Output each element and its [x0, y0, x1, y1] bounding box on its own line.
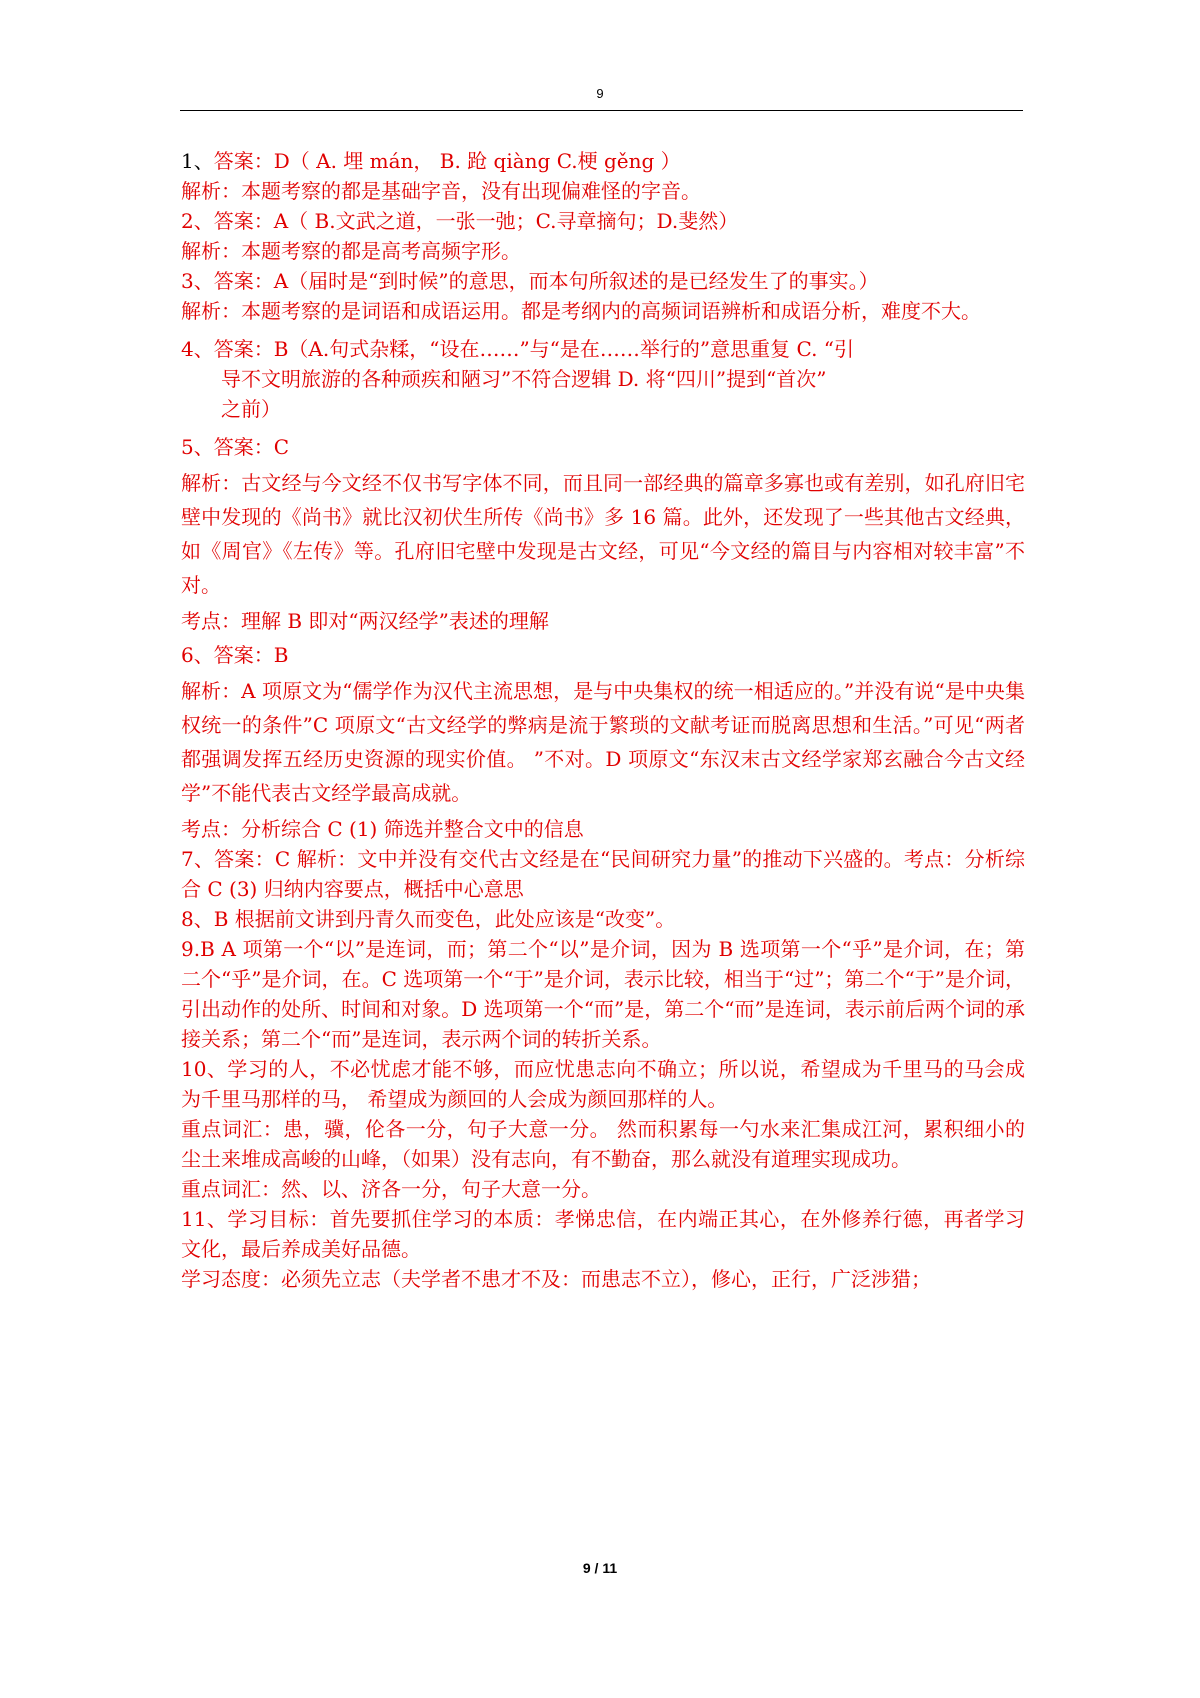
analysis-2: 解析：本题考察的都是高考高频字形。: [181, 239, 521, 263]
answer-1-text: 答案：D（ A. 埋 mán， B. 跄 qiàng C.梗 gěng ）: [213, 149, 681, 173]
answer-3: 3、答案：A（届时是“到时候”的意思，而本句所叙述的是已经发生了的事实。）: [181, 269, 879, 293]
answer-10: 10、学习的人，不必忧虑才能不够，而应忧患志向不确立；所以说，希望成为千里马的马会成为千里马那样的马， 希望成为颜回的人会成为颜回那样的人。: [181, 1057, 1025, 1111]
answer-4-line-1: 4、答案：B（A.句式杂糅，“设在……”与“是在……举行的”意思重复 C. “引: [181, 337, 855, 361]
answer-5: 5、答案：C: [181, 435, 290, 459]
answer-11-goal: 11、学习目标：首先要抓住学习的本质：孝悌忠信，在内端正其心，在外修养行德，再者学习文化，最后养成美好品德。: [181, 1207, 1025, 1261]
analysis-5: 解析：古文经与今文经不仅书写字体不同，而且同一部经典的篇章多寡也或有差别，如孔府旧宅壁中发现的《尚书》就比汉初伏生所传《尚书》多 16 篇。此外，还发现了一些其他古文经典，如《周官》《左传》等。孔府旧宅壁中发现是古文经，可见“今文经的篇目与内容相对较丰富”不对。: [181, 471, 1025, 597]
answer-4-line-3: 之前）: [221, 397, 281, 421]
analysis-1: 解析：本题考察的都是基础字音，没有出现偏难怪的字音。: [181, 179, 701, 203]
analysis-6: 解析：A 项原文为“儒学作为汉代主流思想，是与中央集权的统一相适应的。”并没有说“是中央集权统一的条件”C 项原文“古文经学的弊病是流于繁琐的文献考证而脱离思想和生活。”可见“两者都强调发挥五经历史资源的现实价值。 ”不对。D 项原文“东汉末古文经学家郑玄融合今古文经学”不能代表古文经学最高成就。: [181, 679, 1025, 805]
footer-page-label: 9 / 11: [582, 1560, 618, 1576]
analysis-3: 解析：本题考察的是词语和成语运用。都是考纲内的高频词语辨析和成语分析，难度不大。: [181, 299, 981, 323]
answer-4-line-2: 导不文明旅游的各种顽疾和陋习”不符合逻辑 D. 将“四川”提到“首次”: [221, 367, 827, 391]
answer-11-attitude: 学习态度：必须先立志（夫学者不患才不及：而患志不立），修心，正行，广泛涉猎；: [181, 1267, 931, 1291]
key-vocab-10a: 重点词汇：患，骥，伦各一分，句子大意一分。 然而积累每一勺水来汇集成江河，累积细小的尘土来堆成高峻的山峰，（如果）没有志向，有不勤奋，那么就没有道理实现成功。: [181, 1117, 1025, 1171]
answer-key-content: [181, 146, 1025, 1294]
answer-7: 7、答案：C 解析：文中并没有交代古文经是在“民间研究力量”的推动下兴盛的。考点：分析综合 C (3) 归纳内容要点，概括中心意思: [181, 847, 1025, 901]
key-point-5: 考点：理解 B 即对“两汉经学”表述的理解: [181, 609, 549, 633]
answer-6: 6、答案：B: [181, 643, 289, 667]
key-point-6: 考点：分析综合 C (1) 筛选并整合文中的信息: [181, 817, 584, 841]
header-page-number: 9: [596, 86, 604, 101]
answer-9: 9.B A 项第一个“以”是连词，而；第二个“以”是介词，因为 B 选项第一个“乎”是介词，在；第二个“乎”是介词，在。C 选项第一个“于”是介词，表示比较，相当于“过”；第二个“于”是介词，引出动作的处所、时间和对象。D 选项第一个“而”是，第二个“而”是连词，表示前后两个词的承接关系；第二个“而”是连词，表示两个词的转折关系。: [181, 937, 1025, 1051]
answer-8: 8、B 根据前文讲到丹青久而变色，此处应该是“改变”。: [181, 907, 676, 931]
header-rule: [180, 110, 1023, 111]
answer-1: [181, 146, 1025, 176]
item-number-1: 1、: [181, 149, 214, 173]
answer-2: 2、答案：A（ B.文武之道，一张一弛；C.寻章摘句；D.斐然）: [181, 209, 739, 233]
key-vocab-10b: 重点词汇：然、以、济各一分，句子大意一分。: [181, 1177, 601, 1201]
